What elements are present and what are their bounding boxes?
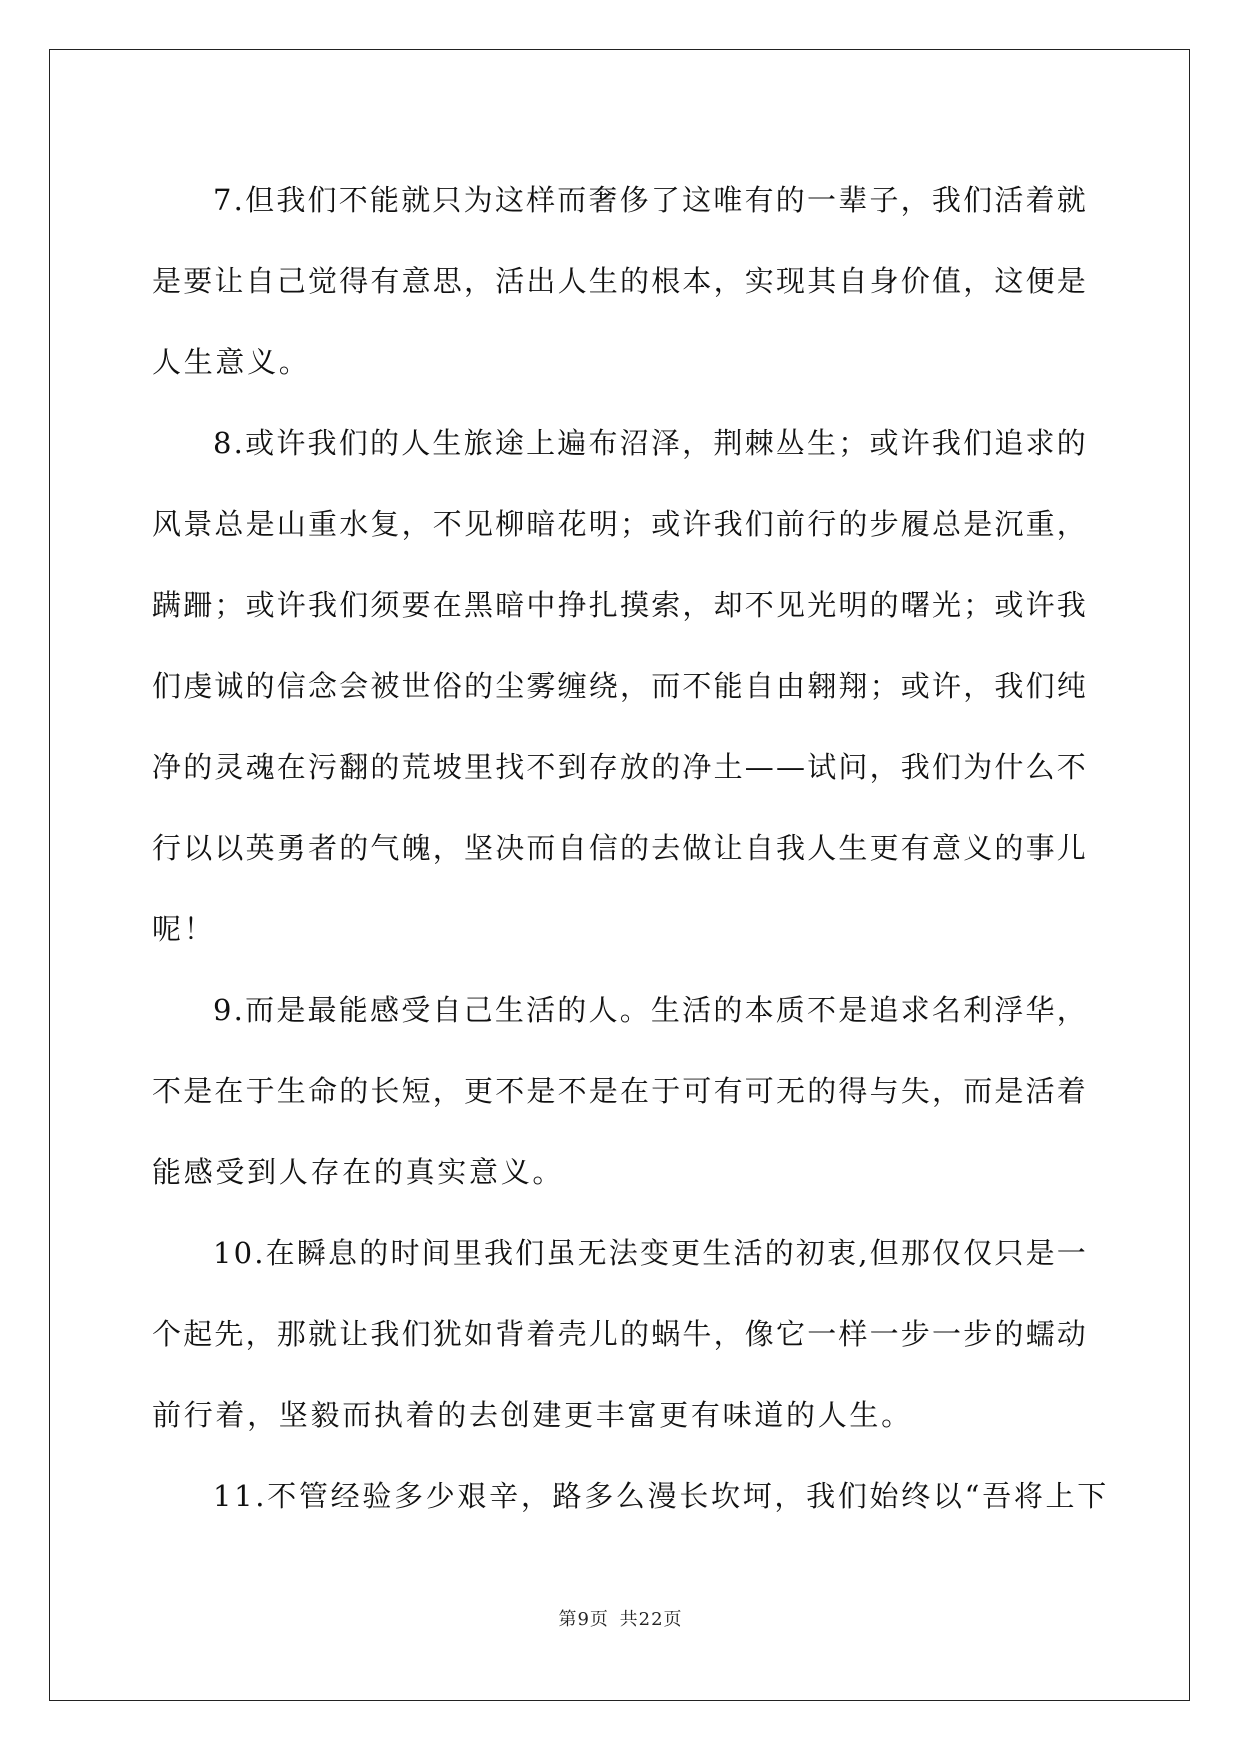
text-line: 们虔诚的信念会被世俗的尘雾缠绕，而不能自由翱翔；或许，我们纯 (152, 669, 1088, 703)
text-line: 11.不管经验多少艰辛，路多么漫长坎坷，我们始终以“吾将上下 (213, 1479, 1109, 1513)
text-line: 8.或许我们的人生旅途上遍布沼泽，荆棘丛生；或许我们追求的 (213, 426, 1088, 460)
document-body (152, 160, 1109, 1537)
text-line: 呢！ (152, 912, 216, 946)
paragraph-9 (152, 970, 1088, 1213)
page-footer (0, 1605, 1241, 1631)
text-line: 10.在瞬息的时间里我们虽无法变更生活的初衷,但那仅仅只是一 (213, 1236, 1088, 1270)
text-line: 蹒跚；或许我们须要在黑暗中挣扎摸索，却不见光明的曙光；或许我 (152, 588, 1088, 622)
paragraph-8 (152, 403, 1088, 970)
text-line: 前行着，坚毅而执着的去创建更丰富更有味道的人生。 (152, 1398, 913, 1432)
text-line: 不是在于生命的长短，更不是不是在于可有可无的得与失，而是活着 (152, 1074, 1088, 1108)
paragraph-10 (152, 1213, 1088, 1456)
text-line: 行以以英勇者的气魄，坚决而自信的去做让自我人生更有意义的事儿 (152, 831, 1088, 865)
paragraph-11 (152, 1456, 1109, 1537)
page-number: 第9页 (558, 1609, 609, 1630)
text-line: 净的灵魂在污翻的荒坡里找不到存放的净土——试问，我们为什么不 (152, 750, 1088, 784)
text-line: 风景总是山重水复，不见柳暗花明；或许我们前行的步履总是沉重， (152, 507, 1088, 541)
page-total: 共22页 (619, 1609, 683, 1630)
text-line: 人生意义。 (152, 345, 311, 379)
text-line: 个起先，那就让我们犹如背着壳儿的蜗牛，像它一样一步一步的蠕动 (152, 1317, 1088, 1351)
text-line: 能感受到人存在的真实意义。 (152, 1155, 565, 1189)
text-line: 9.而是最能感受自己生活的人。生活的本质不是追求名利浮华， (213, 993, 1088, 1027)
text-line: 7.但我们不能就只为这样而奢侈了这唯有的一辈子，我们活着就 (213, 183, 1088, 217)
paragraph-7 (152, 160, 1088, 403)
text-line: 是要让自己觉得有意思，活出人生的根本，实现其自身价值，这便是 (152, 264, 1088, 298)
